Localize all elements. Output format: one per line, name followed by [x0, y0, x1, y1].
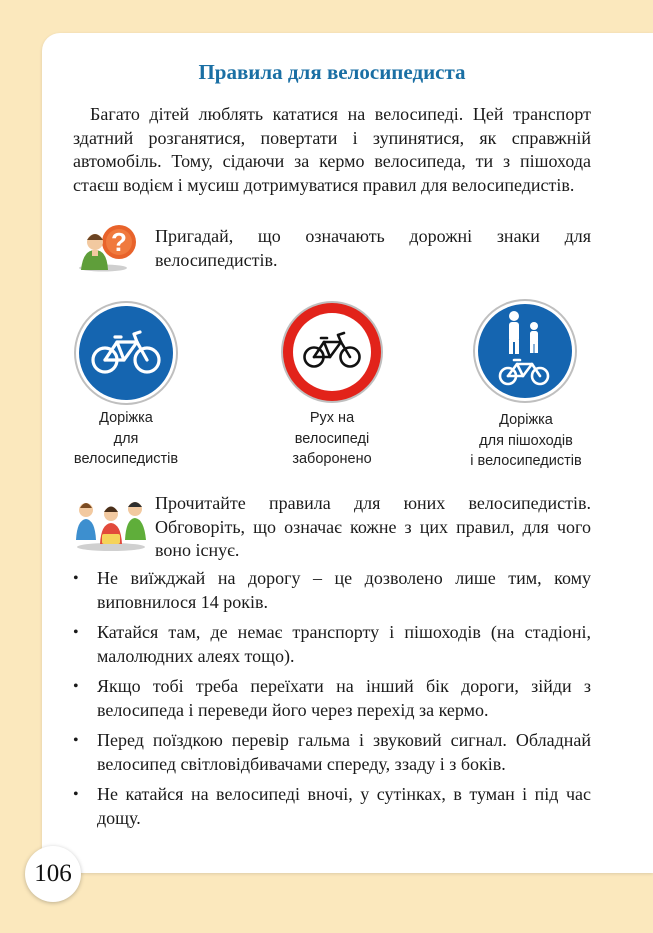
svg-text:?: ? — [111, 227, 127, 257]
caption-line: для пішоходів — [479, 432, 573, 449]
intro-paragraph: Багато дітей люблять кататися на велосипеді. Цей транспорт здатний розганятися, повертати і зупинятися, як справжній автомобіль. Тому, сідаючи за кермо велосипеда, ти з пішохода стаєш водієм і мусиш дотримуватися правил для велосипедистів. — [73, 104, 591, 195]
discussion-prompt: Прочитайте правила для юних велосипедистів. Обговоріть, що означає кожне з цих правил, для чого воно існує. — [155, 493, 591, 560]
caption-line: Доріжка — [499, 412, 553, 428]
question-icon — [75, 220, 137, 272]
caption-line: велосипеді — [294, 430, 370, 447]
bullet-marker: • — [73, 678, 79, 695]
bicycle-path-sign — [73, 300, 179, 411]
list-item — [73, 783, 591, 830]
caption-line: Рух на — [309, 410, 355, 426]
remember-prompt: Пригадай, що означають дорожні знаки для велосипедистів. — [155, 226, 591, 270]
caption-line: заборонено — [292, 451, 372, 467]
bullet-marker: • — [73, 786, 79, 803]
list-item — [73, 729, 591, 776]
rule-text: Якщо тобі треба переїхати на інший бік дороги, зійди з велосипеда і переведи його через перехід за кермо. — [97, 676, 591, 720]
sign-caption-bicycle-path — [60, 408, 192, 470]
rule-text: Не виїжджай на дорогу – це дозволено лише тим, кому виповнилося 14 років. — [97, 568, 591, 612]
list-item — [73, 675, 591, 722]
caption-line: для — [113, 430, 139, 447]
discussion-group-icon — [72, 490, 150, 552]
bullet-marker: • — [73, 570, 79, 587]
rule-text: Перед поїздкою перевір гальма і звуковий сигнал. Обладнай велосипед світловідбивачами спереду, ззаду і з боків. — [97, 730, 591, 774]
page-title: Правила для велосипедиста — [198, 60, 466, 84]
list-item — [73, 621, 591, 668]
caption-line: велосипедистів — [73, 451, 179, 467]
sign-caption-pedestrian-bicycle-path — [458, 410, 594, 472]
rule-text: Не катайся на велосипеді вночі, у сутінках, в туман і під час дощу. — [97, 784, 591, 828]
sign-caption-no-bicycles — [267, 408, 397, 470]
caption-line: Доріжка — [99, 410, 153, 426]
rule-text: Катайся там, де немає транспорту і пішоходів (на стадіоні, малолюдних алеях тощо). — [97, 622, 591, 666]
rules-list — [73, 567, 591, 837]
bullet-marker: • — [73, 732, 79, 749]
bullet-marker: • — [73, 624, 79, 641]
list-item — [73, 567, 591, 614]
no-bicycles-sign — [280, 300, 384, 409]
caption-line: і велосипедистів — [470, 453, 582, 469]
page-number: 106 — [25, 846, 81, 902]
pedestrian-bicycle-path-sign — [472, 298, 578, 409]
